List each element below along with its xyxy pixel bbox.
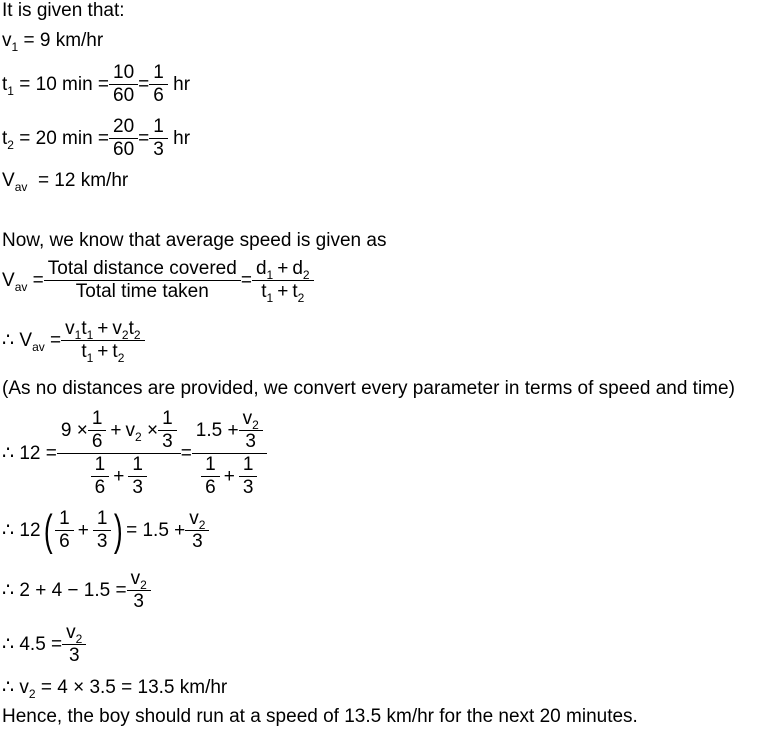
now-text: Now, we know that average speed is given as: [2, 230, 387, 251]
fraction: d 1 + d 2 t 1 + t 2: [254, 258, 312, 303]
t1-text: = 10 min =: [19, 73, 110, 95]
sub-2: 2: [7, 137, 14, 152]
sub-1: 1: [11, 40, 19, 54]
var-t: t: [2, 127, 8, 149]
eq-12-line: ∴ 12 = 9 × $\frac{1}{6}$ + v 2 × $\frac{1}{3}$ $\frac{1}{6}$ + $\frac{1}{3}$ = 1.5 + v 2 3 $\frac{1}{6}$ + $\frac{1}{3}$: [2, 408, 267, 499]
fraction: v 1 t 1 + v 2 t 2 t 1 + t 2: [63, 318, 142, 363]
fraction: 9 × $\frac{1}{6}$ + v 2 × $\frac{1}{3}$ $\frac{1}{6}$ + $\frac{1}{3}$: [59, 408, 179, 499]
fraction: $\frac{1}{3}$: [151, 116, 166, 161]
fraction: 1.5 + v 2 3 $\frac{1}{6}$ + $\frac{1}{3}$: [194, 408, 265, 499]
eq-paren-line: ∴ 12 ( $\frac{1}{6}$ + $\frac{1}{3}$ ) = 1.5 + v 2 3: [2, 508, 209, 553]
sub-1: 1: [7, 83, 14, 98]
eq-four-five-line: ∴ 4.5 = v 2 3: [2, 622, 86, 667]
unit-hr: hr: [173, 127, 191, 149]
as-no-text: (As no distances are provided, we convert every parameter in terms of speed and time): [2, 378, 735, 399]
v1-value: = 9 km/hr: [23, 30, 104, 51]
var-v: v: [2, 30, 12, 51]
t1-line: [2, 62, 190, 107]
sub-av: av: [14, 180, 28, 194]
vav-formula-2: ∴ V av = v 1 t 1 + v 2 t 2 t 1 + t 2: [2, 318, 145, 363]
fraction: $\frac{20}{60}$: [111, 116, 136, 161]
v2-result-line: ∴ v 2 = 4 × 3.5 = 13.5 km/hr: [2, 676, 228, 701]
vav-value: = 12 km/hr: [37, 170, 129, 191]
equals: =: [138, 73, 150, 95]
t2-text: = 20 min =: [19, 127, 110, 149]
var-t: t: [2, 73, 8, 95]
equals: =: [138, 127, 150, 149]
intro-text: It is given that:: [2, 0, 125, 21]
unit-hr: hr: [173, 73, 191, 95]
fraction: $\frac{10}{60}$: [111, 62, 136, 107]
conclusion-text: Hence, the boy should run at a speed of 13.5 km/hr for the next 20 minutes.: [2, 706, 638, 727]
var-V: V: [2, 170, 15, 191]
vav-line: [2, 170, 128, 192]
fraction: $\frac{\text{Total distance covered}}{\text{Total time taken}}$: [46, 258, 239, 303]
eq-step-line: ∴ 2 + 4 − 1.5 = v 2 3: [2, 568, 151, 613]
t2-line: [2, 116, 190, 161]
fraction: $\frac{1}{6}$: [151, 62, 166, 107]
vav-formula: V av = $\frac{\text{Total distance covered}}{\text{Total time taken}}$ = d 1 + d 2 t 1 + t 2: [2, 258, 314, 303]
v1-line: [2, 30, 103, 52]
